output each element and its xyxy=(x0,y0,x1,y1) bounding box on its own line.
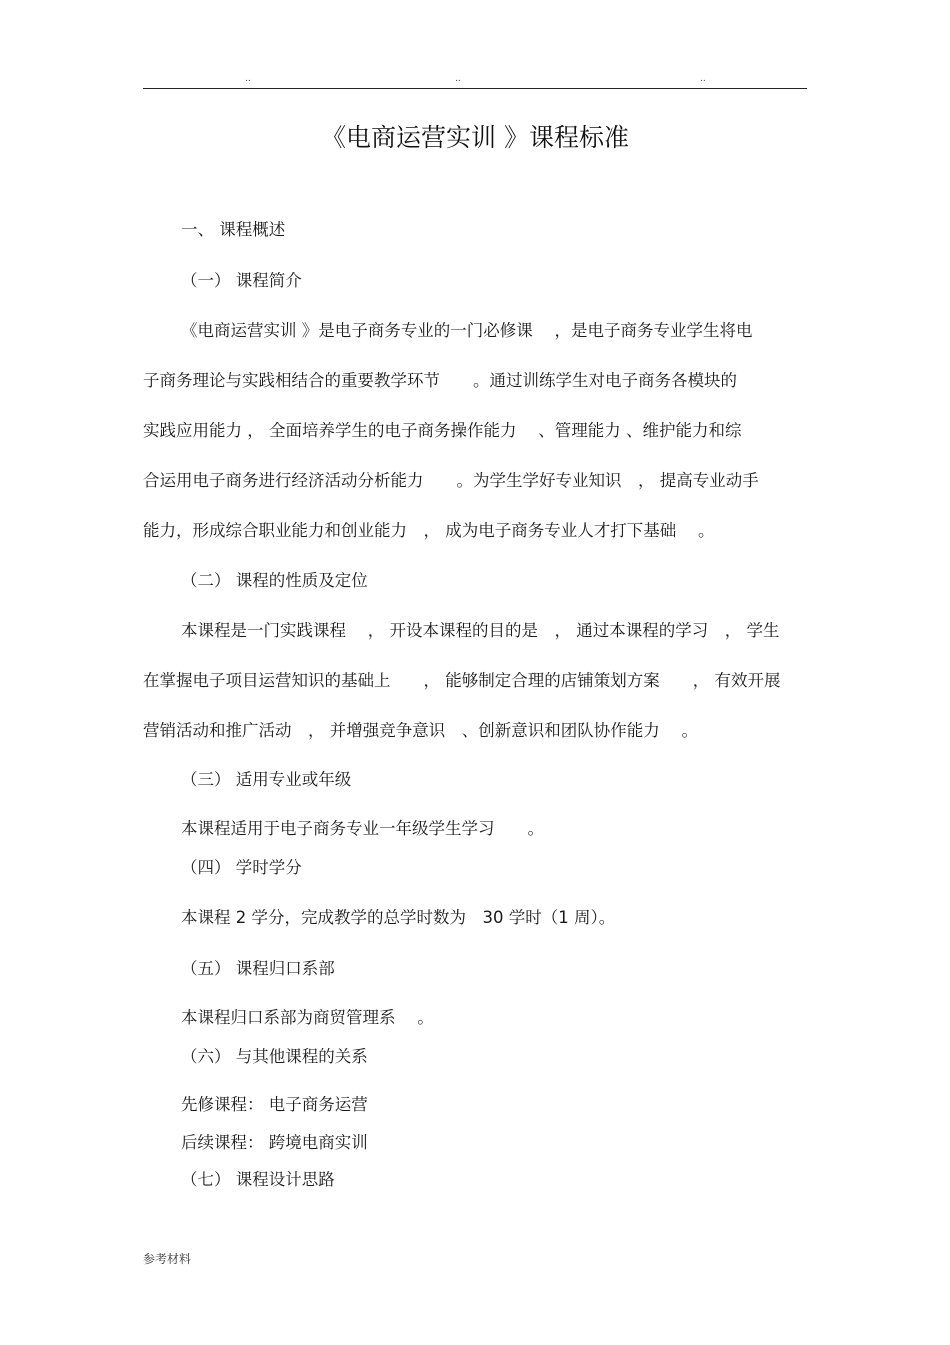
prerequisite-course: 先修课程： 电子商务运营 xyxy=(181,1095,368,1114)
page-footer: 参考材料 xyxy=(143,1252,192,1266)
nature-paragraph-line-1: 本课程是一门实践课程 ， 开设本课程的目的是 ， 通过本课程的学习 ， 学生 xyxy=(181,621,780,640)
header-mark-right: .. xyxy=(700,74,706,84)
subsection-heading-department: （五） 课程归口系部 xyxy=(181,959,335,978)
subsection-heading-design: （七） 课程设计思路 xyxy=(181,1170,335,1189)
intro-paragraph-line-2: 子商务理论与实践相结合的重要教学环节 。通过训练学生对电子商务各模块的 xyxy=(143,371,737,390)
credits-paragraph: 本课程 2 学分，完成教学的总学时数为 30 学时（1 周）。 xyxy=(181,908,616,927)
subsection-heading-credits: （四） 学时学分 xyxy=(181,858,302,877)
header-mark-left: .. xyxy=(245,74,251,84)
subsection-heading-intro: （一） 课程简介 xyxy=(181,271,302,290)
subsection-heading-applicable: （三） 适用专业或年级 xyxy=(181,770,352,789)
intro-paragraph-line-3: 实践应用能力 ， 全面培养学生的电子商务操作能力 、管理能力 、维护能力和综 xyxy=(143,421,742,440)
header-mark-center: .. xyxy=(455,74,461,84)
subsection-heading-relations: （六） 与其他课程的关系 xyxy=(181,1047,368,1066)
follow-up-course: 后续课程： 跨境电商实训 xyxy=(181,1133,368,1152)
document-title: 《电商运营实训 》课程标准 xyxy=(321,123,629,152)
nature-paragraph-line-2: 在掌握电子项目运营知识的基础上 ， 能够制定合理的店铺策划方案 ， 有效开展 xyxy=(143,671,781,690)
department-paragraph: 本课程归口系部为商贸管理系 。 xyxy=(181,1008,434,1027)
page-header-marks xyxy=(0,74,950,86)
section-heading-overview: 一、 课程概述 xyxy=(181,220,286,239)
applicable-paragraph: 本课程适用于电子商务专业一年级学生学习 。 xyxy=(181,819,544,838)
intro-paragraph-line-5: 能力，形成综合职业能力和创业能力 ， 成为电子商务专业人才打下基础 。 xyxy=(143,521,715,540)
intro-paragraph-line-1: 《电商运营实训 》是电子商务专业的一门必修课 ，是电子商务专业学生将电 xyxy=(181,321,753,340)
subsection-heading-nature: （二） 课程的性质及定位 xyxy=(181,571,368,590)
intro-paragraph-line-4: 合运用电子商务进行经济活动分析能力 。为学生学好专业知识 ， 提高专业动手 xyxy=(143,471,759,490)
nature-paragraph-line-3: 营销活动和推广活动 ， 并增强竞争意识 、创新意识和团队协作能力 。 xyxy=(143,721,698,740)
header-rule xyxy=(143,88,807,89)
